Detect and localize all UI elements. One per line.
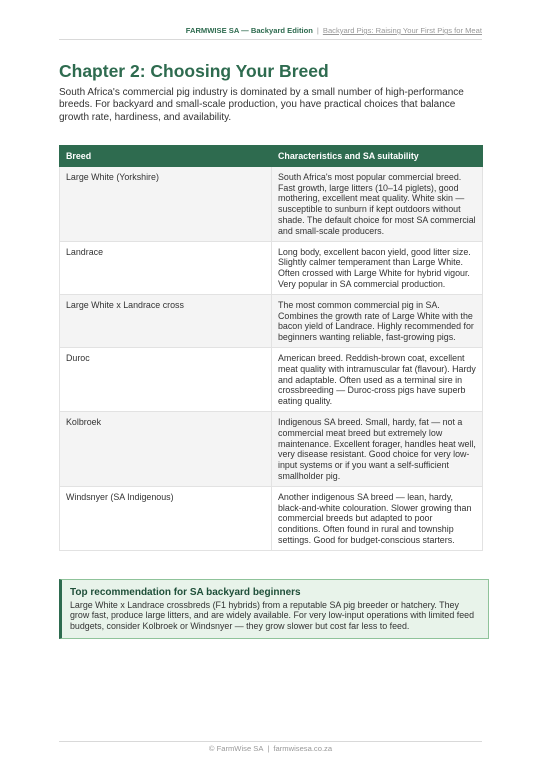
breed-name-cell: Kolbroek [60, 411, 272, 486]
column-header-breed: Breed [60, 146, 272, 167]
table-row [60, 411, 483, 486]
breed-description-cell: The most common commercial pig in SA. Combines the growth rate of Large White with the bacon yield of Landrace. Highly recommended for beginners wanting reliable, fast-growing pigs. [272, 294, 483, 347]
breed-name-cell: Landrace [60, 241, 272, 294]
book-title-link[interactable]: Backyard Pigs: Raising Your First Pigs for Meat [322, 26, 482, 35]
footer-website: farmwisesa.co.za [273, 744, 333, 753]
chapter-title: Chapter 2: Choosing Your Breed [59, 61, 329, 81]
callout-body: Large White x Landrace crossbreds (F1 hybrids) from a reputable SA pig breeder or hatchery. They grow fast, produce large litters, and are widely available. For very low-input operations with limited feed budgets, consider Kolbroek or Windsnyer — they grow slower but cost far less to feed. [70, 599, 475, 632]
footer-copyright: © FarmWise SA [208, 744, 264, 753]
chapter-intro: South Africa's commercial pig industry is dominated by a small number of high-performance breeds. For backyard and small-scale production, you have practical choices that balance growth rate, hardiness, and availability. [59, 87, 464, 123]
breed-name-cell: Windsnyer (SA Indigenous) [60, 486, 272, 550]
breed-name-cell: Large White x Landrace cross [60, 294, 272, 347]
table-row [60, 166, 483, 241]
page-footer [59, 741, 482, 753]
header-separator: | [316, 26, 319, 35]
breed-table [59, 145, 483, 551]
breed-name-cell: Duroc [60, 347, 272, 411]
footer-separator: | [267, 744, 270, 753]
breed-description-cell: American breed. Reddish-brown coat, excellent meat quality with intramuscular fat (flavour). Hardy and adaptable. Often used as a terminal sire in crossbreeding — Duroc-cross pigs have superb eating quality. [272, 347, 483, 411]
breed-description-cell: Another indigenous SA breed — lean, hardy, black-and-white colouration. Slower growing than commercial breeds but adapted to poor conditions. Often found in rural and township settings. Good for budget-conscious starters. [272, 486, 483, 550]
column-header-characteristics: Characteristics and SA suitability [272, 146, 483, 167]
table-row [60, 486, 483, 550]
table-row [60, 347, 483, 411]
table-row [60, 241, 483, 294]
breed-description-cell: South Africa's most popular commercial breed. Fast growth, large litters (10–14 piglets), good mothering, excellent meat quality. White skin — susceptible to sunburn if kept outdoors without shade. The default choice for most SA commercial and small-scale producers. [272, 166, 483, 241]
breed-description-cell: Long body, excellent bacon yield, good litter size. Slightly calmer temperament than Large White. Often crossed with Large White for hybrid vigour. Very popular in SA commercial production. [272, 241, 483, 294]
running-header [59, 26, 482, 40]
table-header-row [60, 146, 483, 167]
callout-title: Top recommendation for SA backyard beginners [70, 587, 301, 598]
recommendation-callout [59, 579, 489, 639]
breed-description-cell: Indigenous SA breed. Small, hardy, fat — not a commercial meat breed but extremely low maintenance. Excellent forager, handles heat well, very disease resistant. Good choice for very low-input systems or if you want a self-sufficient smallholder pig. [272, 411, 483, 486]
table-row [60, 294, 483, 347]
breed-name-cell: Large White (Yorkshire) [60, 166, 272, 241]
publication-brand: FARMWISE SA — Backyard Edition [185, 26, 313, 35]
